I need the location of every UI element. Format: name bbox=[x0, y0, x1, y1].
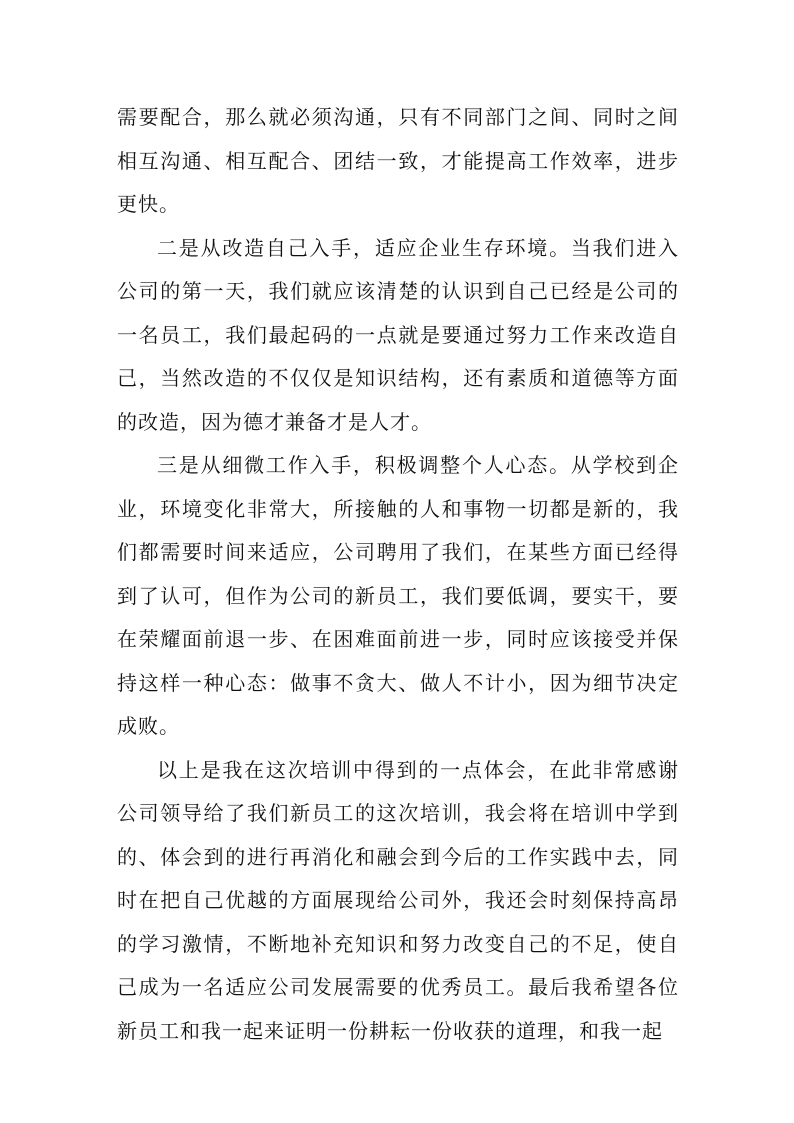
paragraph-adjust-mindset: 三是从细微工作入手，积极调整个人心态。从学校到企业，环境变化非常大，所接触的人和事物一切都是新的，我们都需要时间来适应，公司聘用了我们，在某些方面已经得到了认可，但作为公司的新员工，我们要低调，要实干，要在荣耀面前退一步、在困难面前进一步，同时应该接受并保持这样一种心态：做事不贪大、做人不计小，因为细节决定成败。 bbox=[117, 453, 679, 738]
paragraph-continuation: 需要配合，那么就必须沟通，只有不同部门之间、同时之间相互沟通、相互配合、团结一致，才能提高工作效率，进步更快。 bbox=[117, 105, 679, 216]
paragraph-conclusion: 以上是我在这次培训中得到的一点体会，在此非常感谢公司领导给了我们新员工的这次培训，我会将在培训中学到的、体会到的进行再消化和融会到今后的工作实践中去，同时在把自己优越的方面展现给公司外，我还会时刻保持高昂的学习激情，不断地补充知识和努力改变自己的不足，使自己成为一名适应公司发展需要的优秀员工。最后我希望各位新员工和我一起来证明一份耕耘一份收获的道理，和我一起 bbox=[117, 757, 679, 1043]
document-body bbox=[117, 96, 679, 1053]
paragraph-reform-self: 二是从改造自己入手，适应企业生存环境。当我们进入公司的第一天，我们就应该清楚的认识到自己已经是公司的一名员工，我们最起码的一点就是要通过努力工作来改造自己，当然改造的不仅仅是知识结构，还有素质和道德等方面的改造，因为德才兼备才是人才。 bbox=[117, 235, 679, 434]
